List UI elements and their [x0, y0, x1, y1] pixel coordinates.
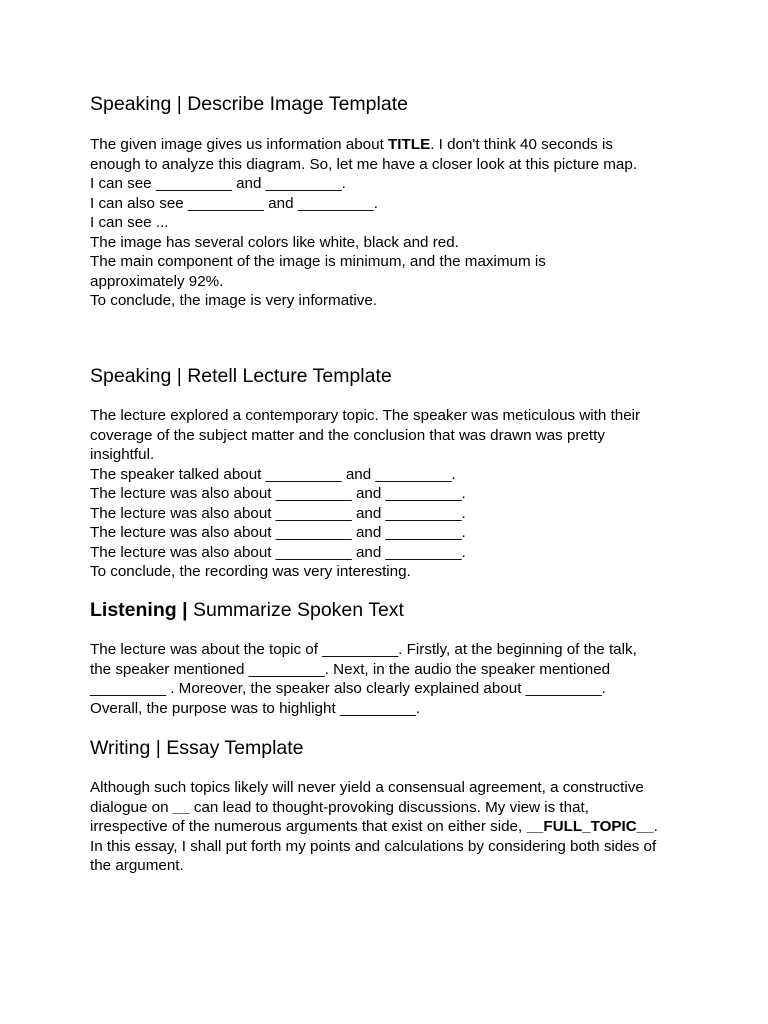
template-line: The speaker talked about _________ and _________. [90, 465, 456, 483]
template-line: The lecture was also about _________ and _________. [90, 504, 466, 522]
full-topic-placeholder: __FULL_TOPIC__ [526, 818, 654, 835]
describe-image-template-text [90, 135, 665, 311]
section-heading: Writing | Essay Template [90, 737, 304, 759]
template-line: I can see ... [90, 214, 169, 231]
section-heading: Listening | Summarize Spoken Text [90, 599, 404, 621]
title-placeholder: TITLE [388, 136, 431, 153]
template-line: The main component of the image is minimum, and the maximum is approximately 92%. [90, 253, 546, 290]
template-line: The lecture was also about _________ and _________. [90, 543, 466, 561]
retell-lecture-template-text [90, 406, 665, 582]
section-describe-image [90, 92, 690, 309]
section-summarize-spoken-text [90, 598, 690, 717]
summarize-spoken-text-template [90, 640, 665, 718]
topic-blank: __ [172, 798, 190, 816]
template-line: The lecture was also about _________ and _________. [90, 524, 466, 541]
template-line: I can see _________ and _________. [90, 175, 346, 192]
intro-paragraph: The lecture explored a contemporary topic. The speaker was meticulous with their coverage of the subject matter and the conclusion that was drawn was pretty insightful. [90, 407, 641, 463]
template-line: The image has several colors like white, black and red. [90, 233, 459, 251]
template-line: To conclude, the recording was very interesting. [90, 563, 411, 580]
section-heading: Speaking | Retell Lecture Template [90, 365, 392, 387]
essay-template-text [90, 778, 665, 876]
section-heading: Speaking | Describe Image Template [90, 93, 408, 115]
section-essay-template [90, 736, 690, 874]
template-line: To conclude, the image is very informative. [90, 292, 378, 309]
template-paragraph: Although such topics likely will never yield a consensual agreement, a constructive dialogue on __ can lead to thought-provoking discussions. My view is that, irrespective of the numerous arguments that exist on either side, __FULL_TOPIC__. In this essay, I shall put forth my points and calculations by considering both sides of the argument. [90, 779, 658, 874]
template-line: The lecture was also about _________ and _________. [90, 485, 466, 502]
section-retell-lecture [90, 364, 690, 580]
template-line: I can also see _________ and _________. [90, 194, 378, 212]
intro-paragraph: The given image gives us information about TITLE. I don't think 40 seconds is enough to analyze this diagram. So, let me have a closer look at this picture map. [90, 136, 638, 173]
template-paragraph: The lecture was about the topic of _________. Firstly, at the beginning of the talk, the speaker mentioned _________. Next, in the audio the speaker mentioned _________ . Moreover, the speaker also clearly explained about _________. Overall, the purpose was to highlight _________. [90, 641, 637, 717]
